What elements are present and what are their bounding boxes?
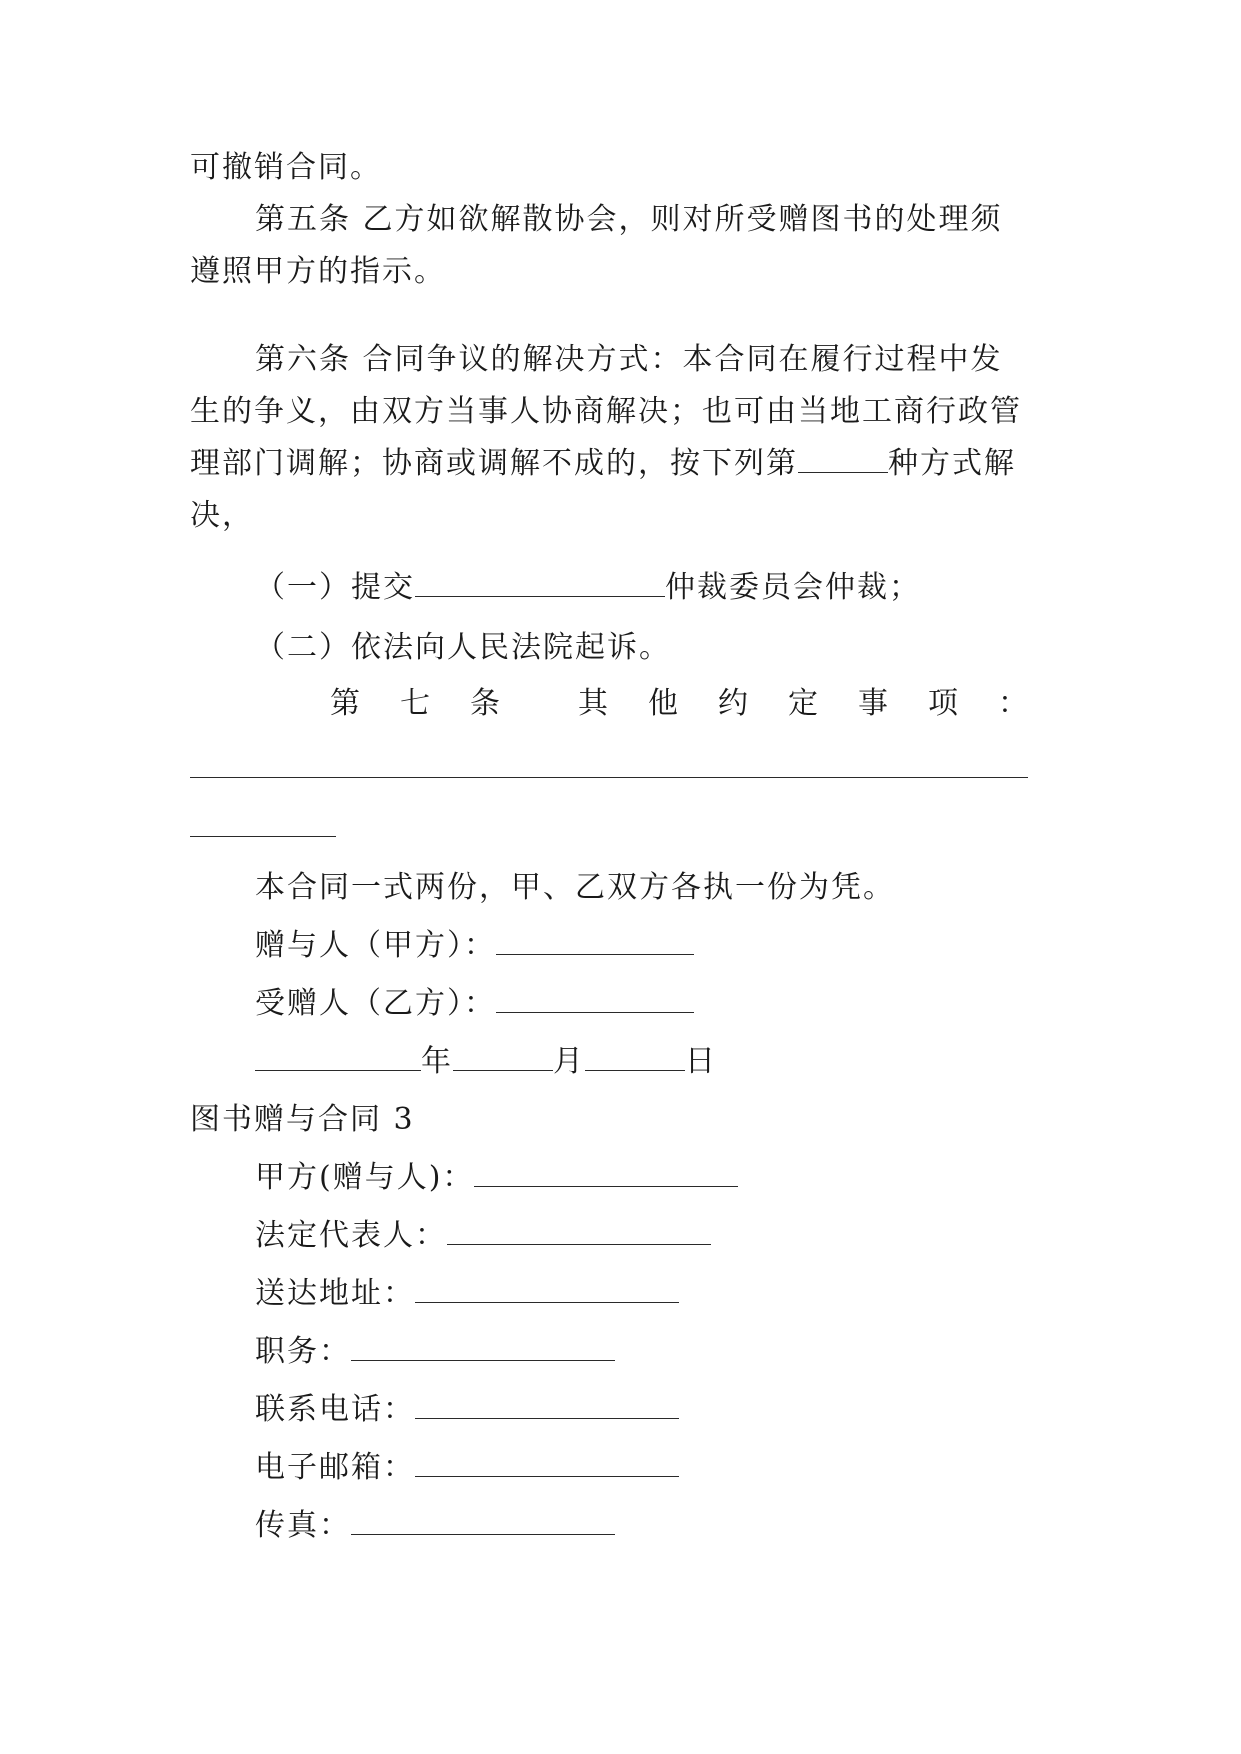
article-7-char: 其	[578, 686, 610, 721]
article-7-line	[330, 684, 1030, 724]
paragraph-text: 决，	[190, 498, 254, 533]
donee-signature-field[interactable]	[496, 984, 694, 1013]
option-1-line	[255, 568, 921, 608]
article-7-char: ：	[998, 686, 1030, 721]
field-label: 送达地址：	[255, 1276, 415, 1311]
article-5-line-2	[190, 252, 446, 292]
article-7-char: 第	[330, 686, 362, 721]
article-7-char: 约	[718, 686, 750, 721]
field-label: 甲方(赠与人)：	[255, 1160, 475, 1195]
year-label: 年	[421, 1044, 453, 1079]
month-field[interactable]	[453, 1042, 553, 1071]
field-label: 电子邮箱：	[255, 1450, 415, 1485]
article-6-line-3	[190, 444, 1016, 484]
party-a-field[interactable]	[474, 1158, 738, 1187]
phone-line	[255, 1390, 679, 1430]
option-text: （二）依法向人民法院起诉。	[255, 630, 671, 665]
paragraph-text: 第六条 合同争议的解决方式：本合同在履行过程中发	[255, 342, 1003, 377]
phone-field[interactable]	[415, 1390, 679, 1419]
field-label: 联系电话：	[255, 1392, 415, 1427]
article-7-char: 他	[648, 686, 680, 721]
article-7-char: 事	[858, 686, 890, 721]
field-label: 法定代表人：	[255, 1218, 447, 1253]
field-label: 职务：	[255, 1334, 351, 1369]
email-line	[255, 1448, 679, 1488]
day-label: 日	[685, 1044, 717, 1079]
donor-line	[255, 926, 694, 966]
position-line	[255, 1332, 615, 1372]
section-heading-3	[190, 1100, 415, 1140]
article-7-char: 条	[470, 686, 502, 721]
paragraph-text: 可撤销合同。	[190, 150, 382, 185]
position-field[interactable]	[351, 1332, 615, 1361]
article-7-char: 项	[928, 686, 960, 721]
paragraph-text: 本合同一式两份，甲、乙双方各执一份为凭。	[255, 870, 895, 905]
arbitration-committee-blank[interactable]	[415, 568, 665, 597]
article-6-line-1	[255, 340, 1003, 380]
year-field[interactable]	[255, 1042, 421, 1071]
day-field[interactable]	[585, 1042, 685, 1071]
field-label: 受赠人（乙方）：	[255, 986, 496, 1021]
month-label: 月	[553, 1044, 585, 1079]
option-text: 仲裁委员会仲裁；	[665, 570, 921, 605]
address-field[interactable]	[415, 1274, 679, 1303]
field-label: 传真：	[255, 1508, 351, 1543]
copies-line	[255, 868, 895, 908]
legal-rep-field[interactable]	[447, 1216, 711, 1245]
fax-field[interactable]	[351, 1506, 615, 1535]
article-6-line-2	[190, 392, 1022, 432]
other-matters-blank-line-2[interactable]	[190, 836, 336, 837]
article-7-char: 定	[788, 686, 820, 721]
article-7-char: 七	[400, 686, 432, 721]
option-text: （一）提交	[255, 570, 415, 605]
date-line	[255, 1042, 717, 1082]
party-a-line	[255, 1158, 738, 1198]
paragraph-text: 遵照甲方的指示。	[190, 254, 446, 289]
legal-rep-line	[255, 1216, 711, 1256]
field-label: 赠与人（甲方）：	[255, 928, 496, 963]
article-6-line-4	[190, 496, 254, 536]
email-field[interactable]	[415, 1448, 679, 1477]
donor-signature-field[interactable]	[496, 926, 694, 955]
method-number-blank[interactable]	[798, 444, 888, 473]
donee-line	[255, 984, 694, 1024]
paragraph-text: 第五条 乙方如欲解散协会，则对所受赠图书的处理须	[255, 202, 1003, 237]
address-line	[255, 1274, 679, 1314]
article-5-line-1	[255, 200, 1003, 240]
paragraph-text: 理部门调解；协商或调解不成的，按下列第	[190, 446, 798, 481]
fax-line	[255, 1506, 615, 1546]
paragraph-text: 生的争义，由双方当事人协商解决；也可由当地工商行政管	[190, 394, 1022, 429]
heading-text: 图书赠与合同 3	[190, 1102, 415, 1137]
paragraph-text: 种方式解	[888, 446, 1016, 481]
text-line-revocable	[190, 148, 382, 188]
other-matters-blank-line-1[interactable]	[190, 777, 1028, 778]
option-2-line	[255, 628, 671, 668]
